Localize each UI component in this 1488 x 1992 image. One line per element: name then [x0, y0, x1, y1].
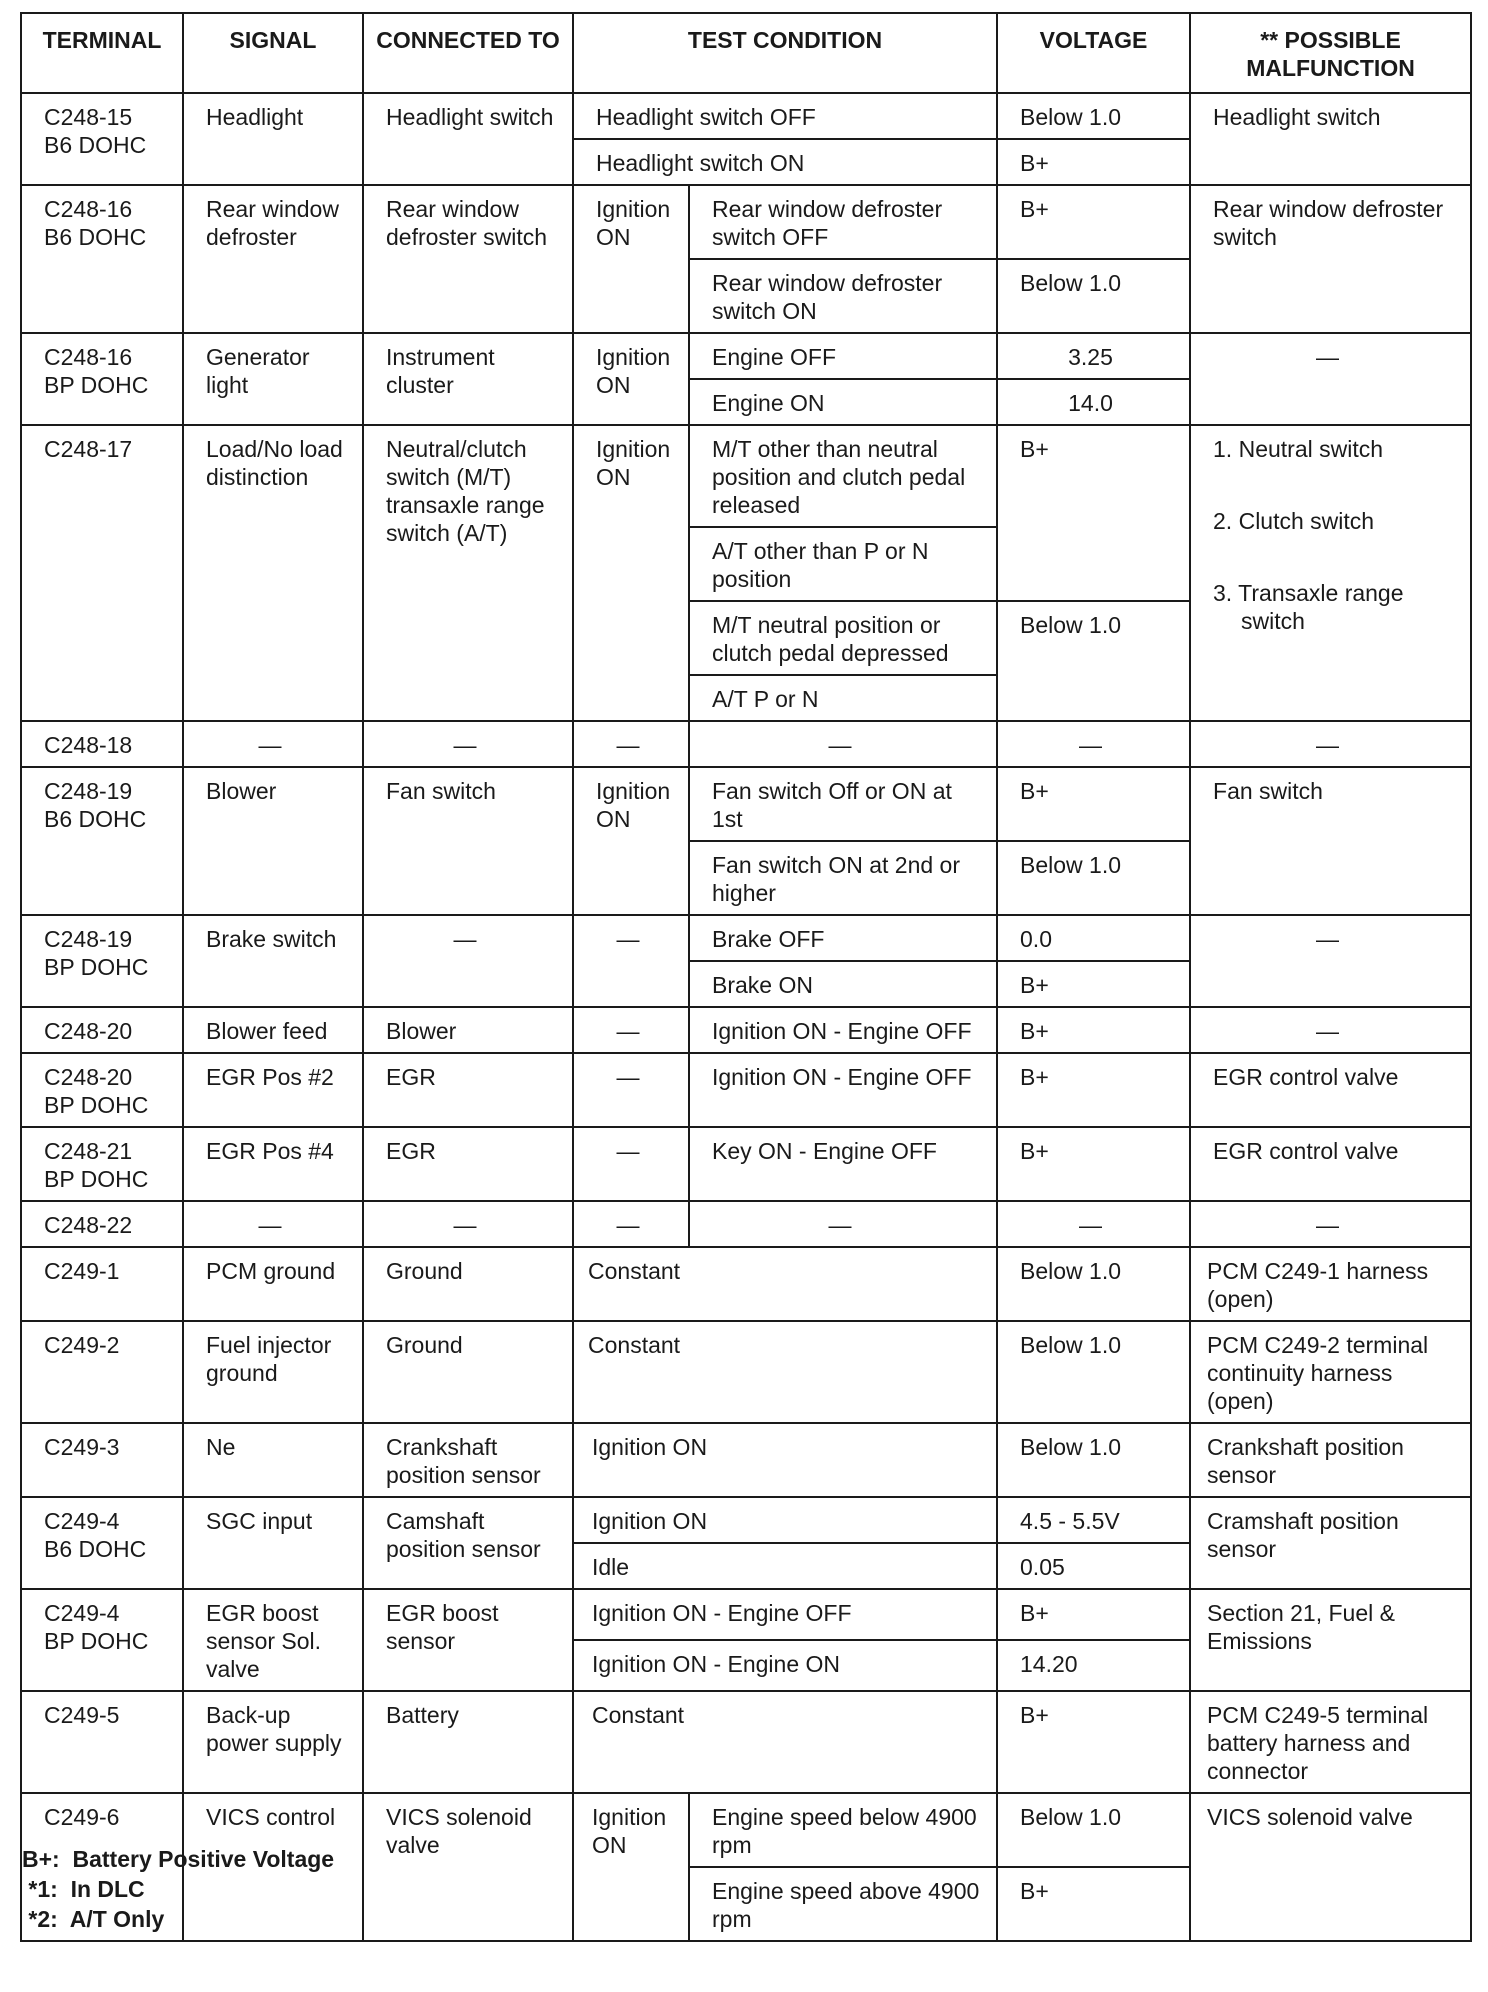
- condition-cell: Constant: [573, 1691, 997, 1793]
- terminal-cell: C248-20 BP DOHC: [21, 1053, 183, 1127]
- condition-cell: Ignition ON: [573, 1497, 997, 1543]
- condition-cell: Brake OFF: [689, 915, 997, 961]
- voltage-cell: 14.20: [997, 1640, 1190, 1691]
- condition-cell: M/T neutral position or clutch pedal depressed: [689, 601, 997, 675]
- connected-cell: Rear window defroster switch: [363, 185, 573, 333]
- malfunction-item: 3. Transaxle range switch: [1213, 580, 1404, 634]
- condition-cell: Constant: [573, 1321, 997, 1423]
- legend-line: B+: Battery Positive Voltage: [22, 1846, 335, 1872]
- signal-cell: Rear window defroster: [183, 185, 363, 333]
- connected-cell: EGR: [363, 1127, 573, 1201]
- malfunction-cell: Crankshaft position sensor: [1190, 1423, 1471, 1497]
- precondition-cell: Ignition ON: [573, 1793, 689, 1941]
- malfunction-cell: Headlight switch: [1190, 93, 1471, 185]
- signal-cell: EGR Pos #4: [183, 1127, 363, 1201]
- header-signal: SIGNAL: [183, 13, 363, 93]
- malfunction-cell: [1190, 425, 1471, 721]
- malfunction-cell: PCM C249-5 terminal battery harness and connector: [1190, 1691, 1471, 1793]
- condition-cell: Rear window defroster switch ON: [689, 259, 997, 333]
- voltage-cell: Below 1.0: [997, 93, 1190, 139]
- signal-cell: Blower: [183, 767, 363, 915]
- terminal-cell: C249-4 BP DOHC: [21, 1589, 183, 1691]
- malfunction-cell: PCM C249-1 harness (open): [1190, 1247, 1471, 1321]
- table-row: [21, 1691, 1471, 1793]
- voltage-cell: B+: [997, 1589, 1190, 1640]
- condition-cell: Engine speed above 4900 rpm: [689, 1867, 997, 1941]
- condition-cell: Ignition ON - Engine ON: [573, 1640, 997, 1691]
- voltage-cell: Below 1.0: [997, 841, 1190, 915]
- legend: [22, 1844, 334, 1934]
- malfunction-cell: —: [1190, 915, 1471, 1007]
- table-row: [21, 1247, 1471, 1321]
- voltage-cell: B+: [997, 1867, 1190, 1941]
- precondition-cell: —: [573, 1053, 689, 1127]
- condition-cell: Engine OFF: [689, 333, 997, 379]
- table-row: [21, 1423, 1471, 1497]
- connected-cell: Ground: [363, 1321, 573, 1423]
- terminal-cell: C248-16 BP DOHC: [21, 333, 183, 425]
- condition-cell: Idle: [573, 1543, 997, 1589]
- precondition-cell: —: [573, 721, 689, 767]
- signal-cell: —: [183, 1201, 363, 1247]
- legend-line: *2: A/T Only: [22, 1906, 165, 1932]
- signal-cell: Brake switch: [183, 915, 363, 1007]
- condition-cell: Headlight switch OFF: [573, 93, 997, 139]
- voltage-cell: B+: [997, 961, 1190, 1007]
- header-voltage: VOLTAGE: [997, 13, 1190, 93]
- terminal-cell: C248-22: [21, 1201, 183, 1247]
- connected-cell: Fan switch: [363, 767, 573, 915]
- voltage-cell: 3.25: [997, 333, 1190, 379]
- table-row: [21, 425, 1471, 527]
- connected-cell: —: [363, 721, 573, 767]
- precondition-cell: —: [573, 1007, 689, 1053]
- connected-cell: Neutral/clutch switch (M/T) transaxle range switch (A/T): [363, 425, 573, 721]
- precondition-cell: Ignition ON: [573, 185, 689, 333]
- signal-cell: EGR boost sensor Sol. valve: [183, 1589, 363, 1691]
- malfunction-cell: VICS solenoid valve: [1190, 1793, 1471, 1941]
- signal-cell: —: [183, 721, 363, 767]
- malfunction-cell: Rear window defroster switch: [1190, 185, 1471, 333]
- terminal-cell: C248-19 BP DOHC: [21, 915, 183, 1007]
- connected-cell: Blower: [363, 1007, 573, 1053]
- terminal-cell: C249-5: [21, 1691, 183, 1793]
- precondition-cell: Ignition ON: [573, 333, 689, 425]
- condition-cell: Headlight switch ON: [573, 139, 997, 185]
- table-row: [21, 1201, 1471, 1247]
- malfunction-cell: EGR control valve: [1190, 1053, 1471, 1127]
- table-row: [21, 185, 1471, 259]
- condition-cell: Fan switch Off or ON at 1st: [689, 767, 997, 841]
- signal-cell: Back-up power supply: [183, 1691, 363, 1793]
- connected-cell: Ground: [363, 1247, 573, 1321]
- signal-cell: SGC input: [183, 1497, 363, 1589]
- voltage-cell: B+: [997, 425, 1190, 601]
- connected-cell: Camshaft position sensor: [363, 1497, 573, 1589]
- signal-cell: Fuel injector ground: [183, 1321, 363, 1423]
- voltage-cell: Below 1.0: [997, 1793, 1190, 1867]
- connected-cell: Battery: [363, 1691, 573, 1793]
- connected-cell: —: [363, 1201, 573, 1247]
- voltage-cell: Below 1.0: [997, 1321, 1190, 1423]
- voltage-cell: B+: [997, 139, 1190, 185]
- voltage-cell: —: [997, 1201, 1190, 1247]
- voltage-cell: B+: [997, 1053, 1190, 1127]
- condition-cell: A/T P or N: [689, 675, 997, 721]
- condition-cell: Engine ON: [689, 379, 997, 425]
- signal-cell: Ne: [183, 1423, 363, 1497]
- condition-cell: Engine speed below 4900 rpm: [689, 1793, 997, 1867]
- malfunction-cell: Fan switch: [1190, 767, 1471, 915]
- table-row: [21, 915, 1471, 961]
- legend-line: *1: In DLC: [22, 1876, 145, 1902]
- signal-cell: EGR Pos #2: [183, 1053, 363, 1127]
- voltage-cell: B+: [997, 1127, 1190, 1201]
- header-row: [21, 13, 1471, 93]
- connected-cell: Crankshaft position sensor: [363, 1423, 573, 1497]
- voltage-cell: 14.0: [997, 379, 1190, 425]
- header-terminal: TERMINAL: [21, 13, 183, 93]
- table-row: [21, 1589, 1471, 1640]
- header-possible-malfunction: ** POSSIBLE MALFUNCTION: [1190, 13, 1471, 93]
- table-row: [21, 1053, 1471, 1127]
- voltage-cell: B+: [997, 1691, 1190, 1793]
- header-test-condition: TEST CONDITION: [573, 13, 997, 93]
- connected-cell: —: [363, 915, 573, 1007]
- table-row: [21, 1007, 1471, 1053]
- table-row: [21, 333, 1471, 379]
- condition-cell: Constant: [573, 1247, 997, 1321]
- condition-cell: Rear window defroster switch OFF: [689, 185, 997, 259]
- terminal-cell: C248-15 B6 DOHC: [21, 93, 183, 185]
- connected-cell: Instrument cluster: [363, 333, 573, 425]
- malfunction-cell: PCM C249-2 terminal continuity harness (open): [1190, 1321, 1471, 1423]
- table-row: [21, 93, 1471, 139]
- condition-cell: Ignition ON - Engine OFF: [689, 1007, 997, 1053]
- connected-cell: EGR: [363, 1053, 573, 1127]
- terminal-table: [20, 12, 1472, 1942]
- precondition-cell: —: [573, 915, 689, 1007]
- malfunction-cell: Section 21, Fuel & Emissions: [1190, 1589, 1471, 1691]
- signal-cell: Headlight: [183, 93, 363, 185]
- malfunction-cell: —: [1190, 1201, 1471, 1247]
- terminal-cell: C249-2: [21, 1321, 183, 1423]
- terminal-cell: C248-17: [21, 425, 183, 721]
- malfunction-cell: EGR control valve: [1190, 1127, 1471, 1201]
- malfunction-cell: Cramshaft position sensor: [1190, 1497, 1471, 1589]
- condition-cell: —: [689, 1201, 997, 1247]
- terminal-cell: C248-21 BP DOHC: [21, 1127, 183, 1201]
- voltage-cell: 4.5 - 5.5V: [997, 1497, 1190, 1543]
- signal-cell: Generator light: [183, 333, 363, 425]
- malfunction-cell: —: [1190, 721, 1471, 767]
- condition-cell: Ignition ON - Engine OFF: [689, 1053, 997, 1127]
- voltage-cell: Below 1.0: [997, 259, 1190, 333]
- table-row: [21, 1321, 1471, 1423]
- voltage-cell: B+: [997, 767, 1190, 841]
- voltage-cell: Below 1.0: [997, 601, 1190, 721]
- signal-cell: PCM ground: [183, 1247, 363, 1321]
- signal-cell: VICS control: [183, 1793, 363, 1941]
- condition-cell: Key ON - Engine OFF: [689, 1127, 997, 1201]
- table-row: [21, 1127, 1471, 1201]
- connected-cell: EGR boost sensor: [363, 1589, 573, 1691]
- condition-cell: Fan switch ON at 2nd or higher: [689, 841, 997, 915]
- connected-cell: VICS solenoid valve: [363, 1793, 573, 1941]
- terminal-cell: C249-6: [21, 1793, 183, 1941]
- malfunction-cell: —: [1190, 333, 1471, 425]
- table-row: [21, 1497, 1471, 1543]
- voltage-cell: 0.05: [997, 1543, 1190, 1589]
- terminal-cell: C249-3: [21, 1423, 183, 1497]
- precondition-cell: —: [573, 1127, 689, 1201]
- condition-cell: Ignition ON: [573, 1423, 997, 1497]
- terminal-cell: C248-19 B6 DOHC: [21, 767, 183, 915]
- table-row: [21, 721, 1471, 767]
- terminal-cell: C248-20: [21, 1007, 183, 1053]
- malfunction-item: 1. Neutral switch: [1213, 436, 1384, 462]
- malfunction-cell: —: [1190, 1007, 1471, 1053]
- voltage-cell: Below 1.0: [997, 1423, 1190, 1497]
- condition-cell: —: [689, 721, 997, 767]
- condition-cell: Brake ON: [689, 961, 997, 1007]
- condition-cell: M/T other than neutral position and clutch pedal released: [689, 425, 997, 527]
- terminal-cell: C249-1: [21, 1247, 183, 1321]
- pcm-terminal-voltage-table: [20, 12, 1470, 1942]
- precondition-cell: —: [573, 1201, 689, 1247]
- voltage-cell: B+: [997, 1007, 1190, 1053]
- header-connected-to: CONNECTED TO: [363, 13, 573, 93]
- terminal-cell: C248-18: [21, 721, 183, 767]
- precondition-cell: Ignition ON: [573, 767, 689, 915]
- voltage-cell: Below 1.0: [997, 1247, 1190, 1321]
- voltage-cell: B+: [997, 185, 1190, 259]
- terminal-cell: C248-16 B6 DOHC: [21, 185, 183, 333]
- voltage-cell: —: [997, 721, 1190, 767]
- terminal-cell: C249-4 B6 DOHC: [21, 1497, 183, 1589]
- signal-cell: Blower feed: [183, 1007, 363, 1053]
- signal-cell: Load/No load distinction: [183, 425, 363, 721]
- table-row: [21, 767, 1471, 841]
- condition-cell: Ignition ON - Engine OFF: [573, 1589, 997, 1640]
- voltage-cell: 0.0: [997, 915, 1190, 961]
- connected-cell: Headlight switch: [363, 93, 573, 185]
- condition-cell: A/T other than P or N position: [689, 527, 997, 601]
- precondition-cell: Ignition ON: [573, 425, 689, 721]
- malfunction-item: 2. Clutch switch: [1213, 508, 1375, 534]
